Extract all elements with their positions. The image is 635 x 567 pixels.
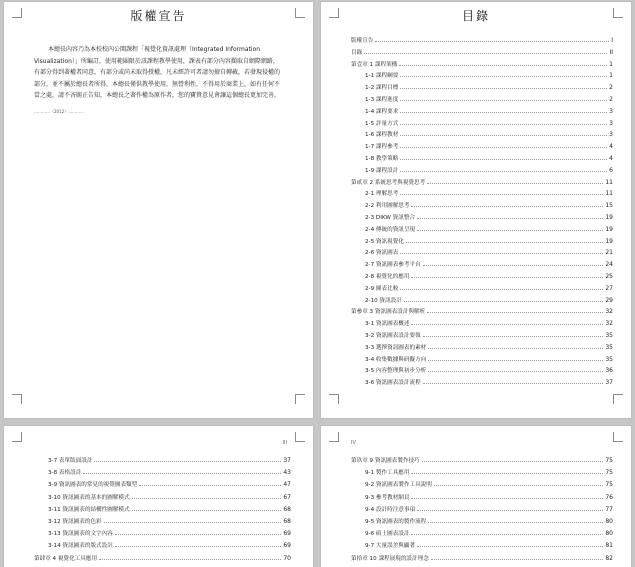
crop-mark (613, 432, 623, 442)
toc-entry[interactable] (365, 504, 613, 513)
toc-leader-dots (83, 473, 281, 474)
toc-leader-dots (400, 159, 607, 160)
toc-entry-page: 81 (605, 542, 613, 550)
toc-entry[interactable] (351, 35, 613, 44)
toc-entry[interactable] (365, 247, 613, 256)
toc-entry-label: 第拾章 10 課程展現的設計理念 (351, 555, 429, 562)
toc-entry-page: 69 (283, 542, 291, 550)
toc-leader-dots (375, 41, 609, 42)
toc-entry[interactable] (365, 188, 613, 197)
toc-leader-dots (115, 546, 282, 547)
toc-entry[interactable] (48, 528, 291, 537)
toc-entry[interactable] (48, 479, 291, 488)
crop-mark (613, 394, 623, 404)
toc-leader-dots (400, 171, 607, 172)
toc-leader-dots (434, 485, 604, 486)
toc-entry[interactable] (365, 236, 613, 245)
toc-entry-label: 第貳章 2 系統思考與視覺思考 (351, 179, 426, 186)
toc-entry[interactable] (48, 504, 291, 513)
toc-entry-label: 3-11 資訊圖表的結構性圖解模式 (48, 506, 130, 513)
toc-entry[interactable] (365, 106, 613, 115)
toc-entry-page: 19 (605, 225, 613, 233)
toc-entry[interactable] (365, 141, 613, 150)
toc-leader-dots (417, 510, 603, 511)
toc-entry[interactable] (365, 467, 613, 476)
toc-leader-dots (411, 498, 603, 499)
toc-leader-dots (115, 534, 282, 535)
toc-entry-page: 37 (283, 457, 291, 464)
toc-entry-page: 43 (283, 469, 291, 477)
page-number: IV (351, 440, 356, 446)
toc-entry[interactable] (351, 553, 613, 562)
toc-entry[interactable] (365, 354, 613, 363)
toc-entry-label: 3-13 資訊圖表的文字內容 (48, 531, 113, 538)
toc-entry-label: 2-1 理解思考 (365, 191, 399, 198)
toc-entry[interactable] (365, 129, 613, 138)
toc-entry-page: 36 (605, 367, 613, 375)
toc-entry[interactable] (365, 82, 613, 91)
toc-leader-dots (427, 183, 603, 184)
toc-entry-label: 3-10 資訊圖表的基本的圖解模式 (48, 494, 130, 501)
toc-entry[interactable] (34, 553, 291, 562)
toc-entry-label: 第壹章 1 課程架構 (351, 61, 398, 68)
toc-entry-label: 1-6 課程教材 (365, 132, 399, 139)
toc-entry[interactable] (365, 153, 613, 162)
toc-entry[interactable] (365, 283, 613, 292)
toc-entry-page: 25 (605, 273, 613, 280)
toc-entry-label: 1-9 課程設計 (365, 167, 399, 174)
toc-entry-label: 版權宣告 (351, 38, 374, 44)
toc-leader-dots (411, 206, 603, 207)
toc-leader-dots (411, 324, 603, 325)
toc-leader-dots (411, 534, 603, 535)
toc-leader-dots (400, 289, 603, 290)
toc-entry-page: 47 (283, 481, 291, 489)
toc-leader-dots (399, 65, 607, 66)
toc-entry[interactable] (365, 224, 613, 233)
toc-entry[interactable] (365, 295, 613, 304)
crop-mark (329, 432, 339, 442)
toc-leader-dots (400, 100, 607, 101)
toc-entry[interactable] (365, 165, 613, 174)
toc-entry-page: 11 (605, 190, 613, 198)
toc-entry-page: 29 (605, 296, 613, 304)
toc-entry-label: 1-2 課程目標 (365, 85, 399, 92)
toc-entry[interactable] (48, 492, 291, 501)
crop-mark (12, 394, 22, 404)
toc-leader-dots (104, 522, 282, 523)
toc-leader-dots (400, 147, 607, 148)
toc-entry-page: 75 (605, 469, 613, 477)
toc-entry-page: 11 (605, 178, 613, 186)
toc-entry[interactable] (365, 330, 613, 339)
toc-entry-page: 2 (609, 84, 613, 92)
toc-entry[interactable] (351, 177, 613, 186)
toc-entry-page: 3 (609, 119, 613, 127)
toc-leader-dots (132, 498, 282, 499)
toc-entry[interactable] (365, 342, 613, 351)
toc-entry[interactable] (365, 118, 613, 127)
toc-entry-page: 67 (283, 493, 291, 501)
toc-entry[interactable] (365, 318, 613, 327)
toc-leader-dots (406, 242, 603, 243)
toc-entry-label: 3-2 資訊圖表設計要領 (365, 333, 421, 339)
toc-entry-label: 9-4 設計時注意事項 (365, 506, 416, 513)
toc-leader-dots (132, 510, 282, 511)
toc-entry[interactable] (365, 271, 613, 280)
toc-entry-page: 24 (605, 261, 613, 269)
toc-entry-label: 3-6 資訊圖表設計流程 (365, 380, 421, 387)
toc-entry-page: 4 (609, 143, 613, 151)
toc-leader-dots (411, 277, 603, 278)
toc-entry-label: 第玖章 9 資訊圖表製作技巧 (351, 458, 420, 464)
toc-entry[interactable] (48, 540, 291, 549)
page-number: III (282, 440, 287, 446)
crop-mark (12, 432, 22, 442)
toc-entry[interactable] (365, 528, 613, 537)
toc-entry-label: 9-7 大量誤差與顯著 (365, 543, 416, 550)
toc-entry-page: 77 (605, 505, 613, 513)
toc-entry[interactable] (365, 259, 613, 268)
toc-entry[interactable] (48, 455, 291, 464)
toc-entry-label: 2-9 圖表比較 (365, 285, 399, 292)
toc-leader-dots (404, 301, 604, 302)
copyright-paragraph: 本總長內容乃為本校校內公開課程「視覺化資訊處理（Integrated Information Visualization）」所編訂，使用範圍限於該課程教學使用，課表有部分內容擷取自網際網路，有部分得到著權者同意，有部分或尚未取得授權，凡未經許可者請勿擅自轉載，若發現侵權的部分，並不屬於總長者所得，本總長僅供教學使用，無營利性，不得用於商業上，如有任何不當之處，請不吝賜正告知，本總長之著作權為原作者，您的寶貴意見會讓這個總長更加完善。 (34, 46, 281, 99)
toc-entry[interactable] (365, 492, 613, 501)
toc-entry-label: 第肆章 4 視覺化工具應用 (34, 555, 98, 562)
toc-entry[interactable] (48, 516, 291, 525)
toc-entry[interactable] (48, 467, 291, 476)
toc-entry[interactable] (365, 540, 613, 549)
toc-leader-dots (422, 461, 604, 462)
toc-entry-label: 1-1 課程綱要 (365, 73, 399, 80)
toc-entry-label: 3-5 內容整理與初步分析 (365, 368, 427, 375)
toc-entry-page: 3 (609, 131, 613, 139)
toc-entry-label: 3-9 資訊圖表的常見的視覺圖表類型 (48, 482, 138, 489)
toc-entry-label: 2-2 利用圖解思考 (365, 203, 410, 210)
toc-leader-dots (364, 53, 607, 54)
toc-leader-dots (94, 461, 281, 462)
toc-leader-dots (400, 112, 607, 113)
document-page-3 (4, 426, 313, 567)
toc-leader-dots (411, 473, 603, 474)
toc-entry[interactable] (365, 365, 613, 374)
toc-entry-page: 35 (605, 355, 613, 363)
toc-leader-dots (139, 485, 281, 486)
toc-entry-page: 19 (605, 214, 613, 221)
toc-entry-label: 3-4 收集數據與研擬方向 (365, 356, 427, 363)
toc-entry-page: 32 (605, 320, 613, 328)
toc-entry-label: 3-7 表單版面設計 (48, 458, 93, 464)
toc-entry[interactable] (351, 306, 613, 315)
toc-entry-page: 21 (605, 249, 613, 257)
toc-entry-label: 1-4 課程要求 (365, 108, 399, 115)
toc-entry-label: 1-3 課程進度 (365, 97, 399, 103)
toc-entry-label: 2-5 資訊視覺化 (365, 238, 404, 245)
toc-entry-label: 1-5 評量方式 (365, 120, 399, 127)
toc-entry[interactable] (365, 70, 613, 79)
toc-entry-label: 9-1 製作工具應用 (365, 470, 410, 477)
toc-leader-dots (417, 546, 603, 547)
toc-entry-page: 70 (283, 554, 291, 562)
toc-entry-page: 75 (605, 481, 613, 489)
toc-entry-label: 2-6 資訊圖表 (365, 250, 399, 257)
toc-entry[interactable] (365, 377, 613, 386)
toc-entry-page: 4 (609, 155, 613, 162)
toc-entry-label: 3-14 資訊圖表的版式設計 (48, 543, 113, 550)
toc-entry-label: 3-3 選擇資訊圖表的素材 (365, 344, 427, 351)
toc-entry-page: 75 (605, 457, 613, 464)
toc-entry-page: 35 (605, 343, 613, 351)
toc-entry-page: I (611, 37, 613, 44)
toc-title: 目錄 (461, 9, 490, 23)
signature-line: …………（2012）………… (34, 109, 85, 114)
toc-entry-page: 80 (605, 530, 613, 538)
toc-entry[interactable] (365, 516, 613, 525)
toc-entry-page: 80 (605, 518, 613, 525)
toc-entry-page: 37 (605, 379, 613, 387)
toc-entry-page: 82 (605, 554, 613, 562)
toc-entry-page: 1 (609, 60, 613, 68)
toc-entry-page: 2 (609, 96, 613, 103)
toc-entry-page: 15 (605, 202, 613, 210)
toc-leader-dots (427, 312, 603, 313)
toc-entry-page: 35 (605, 332, 613, 339)
toc-leader-dots (417, 218, 603, 219)
toc-entry-label: 9-3 參考教材網頁 (365, 494, 410, 501)
toc-leader-dots (400, 253, 603, 254)
toc-entry-page: 68 (283, 518, 291, 525)
toc-leader-dots (428, 360, 603, 361)
toc-entry-label: 3-1 資訊圖表概述 (365, 321, 410, 328)
toc-entry-page: 32 (605, 308, 613, 316)
toc-entry[interactable] (365, 479, 613, 488)
toc-leader-dots (423, 383, 604, 384)
toc-entry-page: 6 (609, 166, 613, 174)
toc-entry[interactable] (365, 212, 613, 221)
toc-leader-dots (400, 88, 607, 89)
toc-entry-label: 9-6 碩士圖表設計 (365, 531, 410, 538)
crop-mark (329, 394, 339, 404)
toc-entry-page: 27 (605, 284, 613, 292)
toc-leader-dots (431, 559, 604, 560)
document-page-2 (321, 2, 631, 418)
toc-entry-page: 3 (609, 107, 613, 115)
document-page-1 (4, 2, 313, 418)
toc-entry-label: 第參章 3 資訊圖表設計與解析 (351, 309, 426, 316)
toc-entry-page: 19 (605, 237, 613, 245)
toc-leader-dots (400, 124, 607, 125)
toc-leader-dots (428, 348, 603, 349)
toc-leader-dots (99, 559, 281, 560)
toc-entry-page: 69 (283, 530, 291, 538)
toc-entry-label: 9-2 資訊圖表製作工具說明 (365, 482, 432, 489)
toc-leader-dots (417, 230, 603, 231)
toc-entry-label: 1-8 教學策略 (365, 156, 399, 162)
toc-entry-label: 3-12 資訊圖表的色彩 (48, 519, 102, 525)
toc-entry-page: II (609, 48, 613, 56)
toc-entry-label: 2-8 視覺化的應用 (365, 274, 410, 280)
toc-entry[interactable] (365, 200, 613, 209)
toc-leader-dots (423, 336, 604, 337)
toc-entry[interactable] (365, 94, 613, 103)
toc-entry-label: 2-10 資訊設計 (365, 297, 402, 304)
toc-entry-label: 3-8 表格設計 (48, 470, 82, 477)
document-page-4 (321, 426, 631, 567)
toc-leader-dots (400, 135, 607, 136)
toc-entry-label: 2-3 DIKW 資訊整合 (365, 215, 416, 221)
toc-entry-page: 1 (609, 72, 613, 80)
page-title: 版權宣告 (130, 9, 187, 23)
toc-entry-page: 76 (605, 493, 613, 501)
toc-entry[interactable] (351, 455, 613, 464)
toc-entry-page: 68 (283, 505, 291, 513)
toc-entry-label: 9-5 資訊圖表的製作流程 (365, 519, 427, 525)
toc-leader-dots (400, 76, 607, 77)
toc-entry-label: 目錄 (351, 49, 363, 56)
crop-mark (295, 432, 305, 442)
toc-leader-dots (428, 371, 603, 372)
toc-leader-dots (423, 265, 604, 266)
toc-leader-dots (400, 194, 603, 195)
toc-entry-label: 2-4 傳統的資訊呈現 (365, 226, 416, 233)
toc-leader-dots (428, 522, 603, 523)
toc-entry[interactable] (351, 47, 613, 56)
toc-entry[interactable] (351, 59, 613, 68)
toc-entry-label: 1-7 課程參考 (365, 144, 399, 151)
crop-mark (295, 394, 305, 404)
toc-entry-label: 2-7 資訊圖表參考平台 (365, 262, 421, 269)
